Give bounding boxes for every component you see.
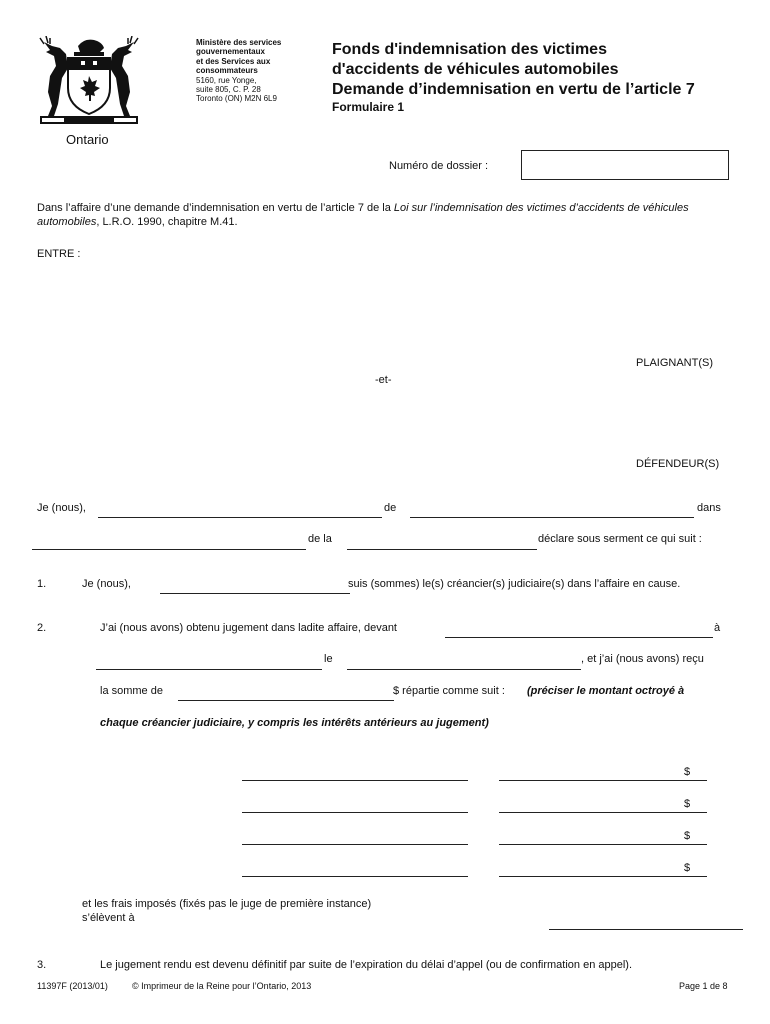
- creditor-row-name[interactable]: [242, 766, 468, 781]
- address-line: suite 805, C. P. 28: [196, 85, 261, 95]
- creditor-name-field[interactable]: [160, 579, 350, 594]
- deponent-name-field[interactable]: [98, 503, 382, 518]
- entre-label: ENTRE :: [37, 248, 81, 260]
- ministry-line: gouvernementaux: [196, 47, 265, 57]
- et-label: -et-: [375, 374, 392, 386]
- title-line: Fonds d'indemnisation des victimes: [332, 41, 607, 58]
- court-location-field[interactable]: [96, 655, 322, 670]
- dollar-sign: $: [684, 798, 691, 810]
- creditor-row-name[interactable]: [242, 798, 468, 813]
- item3-text: Le jugement rendu est devenu définitif par suite de l’expiration du délai d’appel (ou de confirmation en appel).: [100, 959, 633, 971]
- item2-number: 2.: [37, 622, 47, 634]
- province-field[interactable]: [347, 535, 537, 550]
- item1-prefix: Je (nous),: [82, 578, 131, 590]
- creditor-row-amount[interactable]: [499, 830, 707, 845]
- item2-line1: J’ai (nous avons) obtenu jugement dans ladite affaire, devant: [100, 622, 397, 634]
- ministry-name: [196, 38, 316, 104]
- item2-repartie: $ répartie comme suit :: [393, 685, 505, 697]
- ministry-line: consommateurs: [196, 66, 258, 76]
- judgment-date-field[interactable]: [347, 655, 581, 670]
- item2-instruction-2: chaque créancier judiciaire, y compris les intérêts antérieurs au jugement): [100, 717, 489, 729]
- address-line: Toronto (ON) M2N 6L9: [196, 94, 277, 104]
- intro-text: Dans l’affaire d’une demande d’indemnisation en vertu de l’article 7 de la: [37, 202, 394, 214]
- defendeur-label: DÉFENDEUR(S): [636, 458, 720, 470]
- item2-le: le: [324, 653, 333, 665]
- intro-paragraph: [37, 201, 737, 229]
- oath-dans: dans: [697, 502, 721, 514]
- ontario-wordmark: Ontario: [66, 132, 109, 147]
- ministry-line: Ministère des services: [196, 38, 282, 47]
- law-title: Loi sur l’indemnisation des victimes d’accidents de véhicules automobiles: [37, 202, 689, 228]
- dollar-sign: $: [684, 862, 691, 874]
- dossier-label: Numéro de dossier :: [389, 160, 489, 172]
- oath-declare: déclare sous serment ce qui suit :: [538, 533, 702, 545]
- amount-field[interactable]: [178, 686, 394, 701]
- creditor-row-name[interactable]: [242, 830, 468, 845]
- item1-number: 1.: [37, 578, 47, 590]
- item2-a: à: [714, 622, 721, 634]
- frais-line-2: s’élèvent à: [82, 912, 135, 924]
- copyright: © Imprimeur de la Reine pour l’Ontario, 2013: [132, 981, 312, 991]
- frais-line-1: et les frais imposés (fixés pas le juge de première instance): [82, 898, 372, 910]
- item2-somme: la somme de: [100, 685, 163, 697]
- intro-text-end: , L.R.O. 1990, chapitre M.41.: [96, 216, 238, 228]
- creditor-row-amount[interactable]: [499, 862, 707, 877]
- dollar-sign: $: [684, 766, 691, 778]
- title-line: d'accidents de véhicules automobiles: [332, 61, 619, 78]
- creditor-row-amount[interactable]: [499, 798, 707, 813]
- item2-recu: , et j’ai (nous avons) reçu: [581, 653, 704, 665]
- title-line: Demande d’indemnisation en vertu de l’article 7: [332, 81, 695, 98]
- municipality-field[interactable]: [410, 503, 694, 518]
- address-line: 5160, rue Yonge,: [196, 75, 257, 85]
- item2-instruction-1: (préciser le montant octroyé à: [527, 685, 685, 697]
- dossier-number-field[interactable]: [521, 150, 729, 180]
- page-number: Page 1 de 8: [679, 981, 728, 991]
- dollar-sign: $: [684, 830, 691, 842]
- oath-de-la: de la: [308, 533, 332, 545]
- item3-number: 3.: [37, 959, 47, 971]
- coat-of-arms-icon: [36, 36, 142, 132]
- ministry-line: et des Services aux: [196, 56, 271, 66]
- form-code: 11397F (2013/01): [37, 981, 108, 991]
- creditor-row-name[interactable]: [242, 862, 468, 877]
- oath-de: de: [384, 502, 397, 514]
- costs-amount-field[interactable]: [549, 915, 743, 930]
- ontario-logo: [36, 36, 142, 148]
- plaignant-label: PLAIGNANT(S): [636, 357, 714, 369]
- form-title: [332, 40, 752, 115]
- form-number: Formulaire 1: [332, 100, 405, 114]
- oath-je-nous: Je (nous),: [37, 502, 86, 514]
- court-field[interactable]: [445, 623, 713, 638]
- item1-suffix: suis (sommes) le(s) créancier(s) judiciaire(s) dans l’affaire en cause.: [348, 578, 681, 590]
- creditor-row-amount[interactable]: [499, 766, 707, 781]
- region-field[interactable]: [32, 535, 306, 550]
